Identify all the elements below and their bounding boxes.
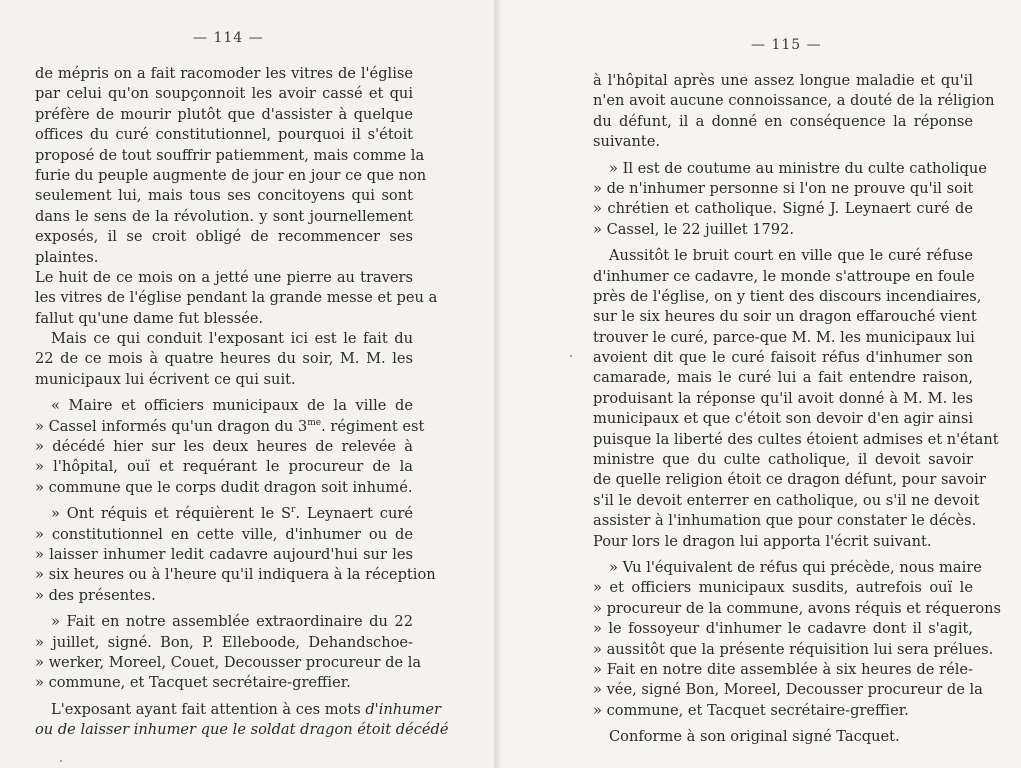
text-line-with-superscript	[35, 417, 425, 437]
text-line: » et officiers municipaux susdits, autrefois ouï le	[593, 579, 973, 597]
text-line: municipaux et que c'étoit son devoir d'en agir ainsi	[593, 410, 973, 428]
text-fragment: » Cassel informés qu'un dragon du 3	[35, 417, 308, 435]
text-line: » de n'inhumer personne si l'on ne prouve qu'il soit	[593, 179, 974, 197]
text-line: Pour lors le dragon lui apporta l'écrit suivant.	[593, 532, 932, 550]
text-line: à l'hôpital après une assez longue maladie et qu'il	[593, 72, 973, 89]
text-line: » vée, signé Bon, Moreel, Decousser procureur de la	[593, 681, 983, 699]
text-line: par celui qu'on soupçonnoit les avoir cassé et qui	[35, 85, 413, 103]
text-line: » laisser inhumer ledit cadavre aujourd'hui sur les	[35, 545, 413, 563]
text-line: » Fait en notre dite assemblée à six heures de réle-	[593, 660, 973, 678]
left-page	[0, 0, 500, 768]
text-line: de quelle religion étoit ce dragon défunt, pour savoir	[593, 471, 986, 489]
paper-speck	[60, 760, 62, 762]
text-line: de mépris on a fait racomoder les vitres de l'église	[35, 65, 413, 82]
text-line: » décédé hier sur les deux heures de relevée à	[35, 438, 413, 456]
text-line: municipaux lui écrivent ce qui suit.	[35, 370, 296, 388]
text-line: furie du peuple augmente de jour en jour ce que non	[35, 166, 427, 184]
text-line: dans le sens de la révolution. y sont journellement	[35, 207, 413, 225]
text-line: d'inhumer ce cadavre, le monde s'attroupe en foule	[593, 267, 975, 285]
text-line: Le huit de ce mois on a jetté une pierre au travers	[35, 268, 413, 286]
text-line: » commune que le corps dudit dragon soit inhumé.	[35, 478, 413, 496]
text-line: puisque la liberté des cultes étoient admises et n'étant	[593, 430, 999, 448]
text-line: sur le six heures du soir un dragon effarouché vient	[593, 308, 977, 326]
text-line: avoient dit que le curé faisoit réfus d'inhumer son	[593, 349, 973, 367]
text-line: » commune, et Tacquet secrétaire-greffier.	[35, 674, 351, 692]
text-line: » commune, et Tacquet secrétaire-greffier.	[593, 701, 909, 719]
text-line: fallut qu'une dame fut blessée.	[35, 309, 264, 327]
text-line-with-italic	[35, 700, 442, 720]
text-line: exposés, il se croit obligé de recommencer ses	[35, 228, 413, 246]
text-line: du défunt, il a donné en conséquence la réponse	[593, 112, 973, 130]
text-line: » Fait en notre assemblée extraordinaire du 22	[51, 613, 413, 631]
text-line: n'en avoit aucune connoissance, a douté de la réligion	[593, 92, 995, 110]
right-page-text	[593, 71, 1002, 748]
text-line: » Vu l'équivalent de réfus qui précède, nous maire	[609, 558, 982, 576]
text-line: » des présentes.	[35, 586, 156, 604]
text-line: plaintes.	[35, 248, 99, 266]
text-line: seulement lui, mais tous ses concitoyens qui sont	[35, 187, 413, 205]
text-line: trouver le curé, parce-que M. M. les municipaux lui	[593, 328, 975, 346]
text-line: les vitres de l'église pendant la grande messe et peu a	[35, 289, 438, 307]
text-fragment: . régiment est	[321, 417, 425, 435]
text-line: » Il est de coutume au ministre du culte catholique	[609, 159, 987, 177]
superscript: me	[307, 417, 322, 428]
text-line: ou de laisser inhumer que le soldat dragon étoit décédé	[35, 721, 449, 739]
text-line: ministre que du culte catholique, il devoit savoir	[593, 451, 973, 469]
text-line: assister à l'inhumation que pour constater le décès.	[593, 512, 977, 530]
paper-speck	[570, 355, 572, 357]
text-line-with-superscript	[35, 504, 413, 524]
text-line: » werker, Moreel, Couet, Decousser procureur de la	[35, 653, 422, 671]
text-line: » le fossoyeur d'inhumer le cadavre dont il s'agit,	[593, 620, 973, 638]
text-line: près de l'église, on y tient des discours incendiaires,	[593, 287, 982, 305]
text-line: » Cassel, le 22 juillet 1792.	[593, 220, 794, 238]
text-line: » constitutionnel en cette ville, d'inhumer ou de	[35, 525, 413, 543]
text-line: » aussitôt que la présente réquisition lui sera prélues.	[593, 640, 994, 658]
text-fragment: . Leynaert curé	[295, 505, 413, 523]
text-line: » six heures ou à l'heure qu'il indiquera à la réception	[35, 566, 436, 584]
text-line: » chrétien et catholique. Signé J. Leynaert curé de	[593, 200, 973, 218]
text-line: produisant la réponse qu'il avoit donné à M. M. les	[593, 389, 973, 407]
page-number-115: — 115 —	[751, 37, 822, 53]
text-line: » l'hôpital, ouï et requérant le procureur de la	[35, 458, 413, 476]
right-page	[500, 0, 1021, 768]
left-page-text	[35, 64, 449, 741]
text-line: Aussitôt le bruit court en ville que le curé réfuse	[609, 247, 973, 265]
text-fragment: » Ont réquis et réquièrent le S	[51, 505, 292, 523]
text-line: Conforme à son original signé Tacquet.	[609, 728, 900, 746]
text-line: s'il le devoit enterrer en catholique, ou s'il ne devoit	[593, 491, 980, 509]
page-number-114: — 114 —	[193, 30, 264, 46]
text-line: préfère de mourir plutôt que d'assister à quelque	[35, 105, 413, 123]
text-line: » procureur de la commune, avons réquis et réquerons	[593, 599, 1002, 617]
text-line: Mais ce qui conduit l'exposant ici est le fait du	[51, 330, 413, 348]
italic-phrase: d'inhumer	[365, 700, 442, 718]
text-line: camarade, mais le curé lui a fait entendre raison,	[593, 369, 973, 387]
text-line: « Maire et officiers municipaux de la ville de	[51, 397, 413, 415]
text-line: offices du curé constitutionnel, pourquoi il s'étoit	[35, 126, 413, 144]
text-line: » juillet, signé. Bon, P. Elleboode, Dehandschoe-	[35, 633, 413, 651]
superscript: r	[291, 505, 296, 516]
text-fragment: L'exposant ayant fait attention à ces mots	[51, 700, 366, 718]
text-line: suivante.	[593, 133, 661, 151]
text-line: 22 de ce mois à quatre heures du soir, M. M. les	[35, 350, 413, 368]
text-line: proposé de tout souffrir patiemment, mais comme la	[35, 146, 425, 164]
